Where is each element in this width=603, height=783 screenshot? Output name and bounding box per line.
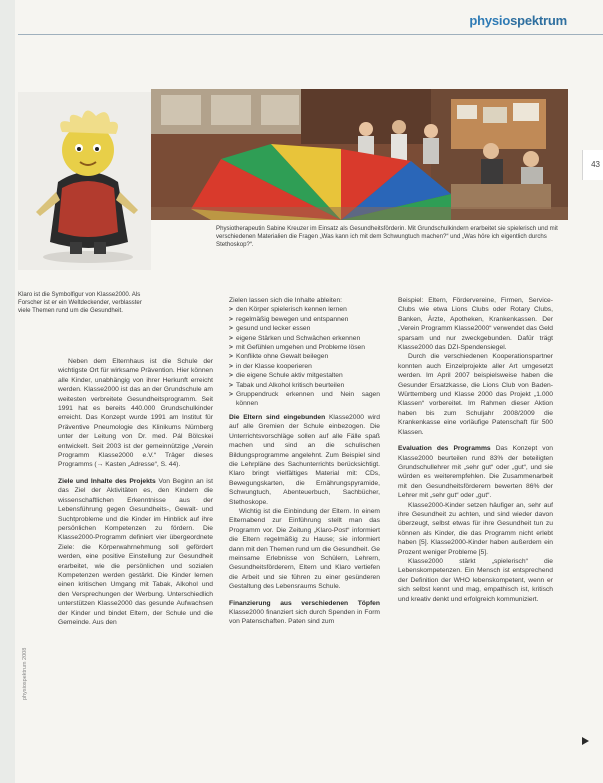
col1-paragraph-2 bbox=[58, 477, 213, 628]
col2-intro: Zielen lassen sich die Inhalte ableiten: bbox=[229, 297, 343, 304]
col3-subheading-evaluation: Evaluation des Programms bbox=[398, 445, 491, 453]
col2-paragraph-4-text: Klasse2000 finanziert sich durch Spenden in Form von Patenschaften. Paten sind zum bbox=[229, 609, 380, 626]
magazine-brand bbox=[469, 13, 567, 28]
col3-paragraph-2: Durch die verschiedenen Kooperationspartner konnten auch Einzelprojekte aller Art umgesetzt werden. Im April 2007 beispielsweise haben die Gesunder Ersatzkasse, die Lions Club von Baden-Württemberg und Klasse 2000 das Projekt „1.000 Klassen“ vorbereitet. Im Rahmen dieser Aktion haben bis zum Schuljahr 2008/2009 die Krankenkasse eine vorläufige Patenschaft für 500 Klassen. bbox=[398, 353, 553, 436]
col3-paragraph-4: Klasse2000-Kinder setzen häufiger an, sehr auf ihre Gesundheit zu achten, und sind wieder davon überzeugt, selbst etwas für ihre Gesundheit tun zu können als Kinder, die das Programm nicht erlebt haben [5]. Klasse2000-Kinder haben außerdem ein Prozent weniger Probleme [5]. bbox=[398, 501, 553, 556]
left-margin-strip bbox=[0, 0, 15, 783]
col3-paragraph-1: Beispiel: Eltern, Fördervereine, Firmen, Service-Clubs wie etwa Lions Clubs oder Rotary Clubs, Banken, Ärzte, Apotheken, Krankenkassen. Der „Verein Programm Klasse2000“ verwendet das Geld sparsam und nur zweckgebunden. Dafür trägt Klasse2000 das DZI-Spendensiegel. bbox=[398, 297, 553, 352]
article-column-1 bbox=[58, 357, 213, 627]
col2-paragraph-2-text: Klasse2000 wird auf alle Gremien der Schule einbezogen. Die Unterrichtsvorschläge sollen auf alle Fälle spaß machen und sind an die schulischen Bildungsprogramme angelehnt. Zum Beispiel sind die Lehrpläne des Sachunterrichts berücksichtigt. Klaro bringt vielfältiges Material mit: CDs, Bewegungskarten, die Ernährungspyramide, Schwungtuch, Abenteuerbuch, Sachbücher, Stethoskope. bbox=[229, 413, 380, 506]
main-photo-caption: Physiotherapeutin Sabine Kreuzer im Einsatz als Gesundheitsförderin. Mit Grundschulkindern erarbeitet sie spielerisch und mit verschiedenen Materialien die Fragen „Was kann ich mit dem Schwungtuch machen?“ und „Was höre ich eigentlich durchs Stethoskop?“. bbox=[216, 225, 558, 249]
brand-spektrum: spektrum bbox=[510, 13, 567, 28]
col1-paragraph-1: Neben dem Elternhaus ist die Schule der wichtigste Ort für wirksame Prävention. Hier können alle Kinder, unabhängig von ihrer Herkunft erreicht werden. Klasse2000 ist das an der Grundschule am weitesten verbreitete Gesundheitsprogramm. Seit 1991 hat es bereits 440.000 Grundschulkinder erreicht. Das Konzept wurde 1991 am Institut für Präventive Pneumologie des Klinikums Nürnberg unter der Leitung von Dr. med. Pál Bölcskei entwickelt. Seit 2003 ist der gemeinnützige „Verein Programm Klasse2000 e.V.“ Träger dieses Programms (→ Kasten „Adresse“, S. 44). bbox=[58, 358, 213, 469]
list-item: > eigene Stärken und Schwächen erkennen bbox=[229, 334, 380, 343]
list-item: > Gruppendruck erkennen und Nein sagen können bbox=[229, 390, 380, 409]
list-item: > Tabak und Alkohol kritisch beurteilen bbox=[229, 381, 380, 390]
col2-subheading-parents: Die Eltern sind eingebunden bbox=[229, 413, 326, 421]
list-item: > in der Klasse kooperieren bbox=[229, 362, 380, 371]
next-page-arrow-icon bbox=[582, 737, 589, 745]
list-item: > die eigene Schule aktiv mitgestalten bbox=[229, 371, 380, 380]
page-number: 43 bbox=[591, 160, 600, 169]
goals-list bbox=[229, 305, 380, 408]
col2-paragraph-4 bbox=[229, 599, 380, 627]
header-rule bbox=[18, 34, 603, 35]
list-item: > Konflikte ohne Gewalt beilegen bbox=[229, 352, 380, 361]
list-item: > regelmäßig bewegen und entspannen bbox=[229, 315, 380, 324]
brand-physio: physio bbox=[469, 13, 511, 28]
col3-paragraph-5: Klasse2000 stärkt „spielerisch“ die Lebenskompetenzen. Ein Mensch ist entsprechend der Definition der WHO lebenskompetent, wenn er sich selbst kennt und mag, empathisch ist, kritisch und kreativ denkt und erfolgreich kommuniziert. bbox=[398, 557, 553, 603]
col3-paragraph-3 bbox=[398, 444, 553, 500]
col2-paragraph-3: Wichtig ist die Einbindung der Eltern. In einem Elternabend zur Einführung stellt man das Programm vor. Die Zeitung „Klaro-Post“ informiert die Eltern regelmäßig zu Hause; sie informiert dann mit den Themen rund um die Gesundheit. Ge meinsame Erlebnisse von Schülern, Lehrern, Gesundheitsförderern, Eltern und Klaro vertiefen die Arbeit und sie führen zu einer gesünderen Gestaltung des Lebensraums Schule. bbox=[229, 507, 380, 591]
mascot-caption: Klaro ist die Symbolfigur von Klasse2000. Als Forscher ist er ein Weltdeckender, verblasster viele Themen rund um die Gesundheit. bbox=[18, 291, 142, 315]
col3-paragraph-3-text: Das Konzept von Klasse2000 beurteilen rund 83% der beteiligten Grundschullehrer mit „sehr gut“ oder „gut“, und sie würden es weiterempfehlen. Die Zusammenarbeit mit den Gesundheitsförderern bewerten 86% der Lehrer mit „sehr gut“ oder „gut“. bbox=[398, 445, 554, 500]
col2-paragraph-2 bbox=[229, 413, 380, 507]
col2-subheading-financing: Finanzierung aus verschiedenen Töpfen bbox=[229, 599, 380, 607]
col1-paragraph-2-text: Von Beginn an ist das Ziel der Aktivitäten es, den Kindern die wissenschaftlichen Erkenntnisse aus der Lebensführung gegen Gesundheits-, Gewalt- und Suchtprobleme und die Kinder im Hinblick auf ihre persönlichen Kompetenzen zu fördern. Die Klasse2000-Programm definiert vier übergeordnete Ziele: die Körperwahrnehmung soll gefördert werden, eine positive Einstellung zur Gesundheit erarbeitet, wie die persönlichen und sozialen Kompetenzen werden gestärkt. Die Kinder lernen einen kritischen Umgang mit Tabak, Alkohol und den Versprechungen der Werbung. Unterschiedlich unterstützen Klasse2000 das gesunde Aufwachsen der Kinder und bindet Eltern, der Schule und die Gemeinde. Aus den bbox=[58, 477, 213, 626]
vertical-credit: physiospektrum 2008 bbox=[22, 647, 28, 700]
article-column-3 bbox=[398, 296, 553, 604]
list-item: > den Körper spielerisch kennen lernen bbox=[229, 305, 380, 314]
klaro-mascot-photo bbox=[18, 92, 151, 270]
list-item: > mit Gefühlen umgehen und Probleme lösen bbox=[229, 343, 380, 352]
article-column-2 bbox=[229, 296, 380, 627]
page-header bbox=[18, 0, 603, 40]
classroom-parachute-photo bbox=[151, 89, 568, 220]
col1-subheading: Ziele und Inhalte des Projekts bbox=[58, 477, 156, 485]
list-item: > gesund und lecker essen bbox=[229, 324, 380, 333]
